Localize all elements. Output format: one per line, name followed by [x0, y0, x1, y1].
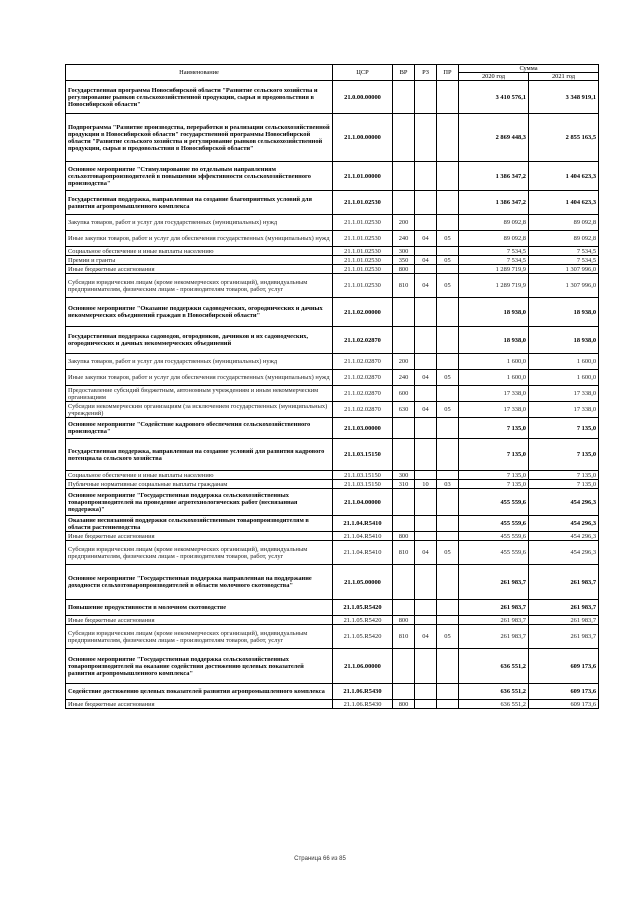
row-pr: 05 [437, 625, 459, 649]
row-vr [393, 114, 415, 162]
table-row [66, 231, 599, 247]
row-sum-2021: 609 173,6 [529, 684, 599, 700]
row-sum-2020: 89 092,8 [459, 215, 529, 231]
row-sum-2021: 3 348 919,1 [529, 81, 599, 114]
row-csr: 21.1.06.R5430 [333, 700, 393, 709]
row-csr: 21.1.01.02530 [333, 231, 393, 247]
table-row [66, 489, 599, 516]
budget-table [65, 64, 599, 709]
row-sum-2020: 455 559,6 [459, 541, 529, 565]
row-csr: 21.0.00.00000 [333, 81, 393, 114]
row-sum-2021: 2 855 163,5 [529, 114, 599, 162]
row-csr: 21.1.03.15150 [333, 480, 393, 489]
row-name: Государственная поддержка, направленная на создание условий для развития кадрового потенциала сельского хозяйства [66, 439, 333, 471]
row-sum-2020: 261 983,7 [459, 625, 529, 649]
row-csr: 21.1.05.R5420 [333, 600, 393, 616]
row-sum-2020: 261 983,7 [459, 616, 529, 625]
row-csr: 21.1.02.02870 [333, 402, 393, 418]
table-row [66, 162, 599, 191]
row-sum-2021: 7 135,0 [529, 471, 599, 480]
row-rz [415, 162, 437, 191]
row-pr [437, 265, 459, 274]
row-vr [393, 649, 415, 684]
row-pr [437, 565, 459, 600]
row-vr: 800 [393, 616, 415, 625]
row-sum-2021: 1 307 996,0 [529, 274, 599, 298]
row-rz [415, 600, 437, 616]
row-sum-2020: 1 600,0 [459, 354, 529, 370]
row-name: Предоставление субсидий бюджетным, автономным учреждениям и иным некоммерческим организациям [66, 386, 333, 402]
row-csr: 21.1.04.R5410 [333, 532, 393, 541]
row-rz [415, 386, 437, 402]
table-row [66, 386, 599, 402]
row-pr [437, 684, 459, 700]
row-sum-2020: 1 289 719,9 [459, 274, 529, 298]
row-sum-2020: 1 289 719,9 [459, 265, 529, 274]
row-sum-2021: 261 983,7 [529, 625, 599, 649]
row-csr: 21.1.05.R5420 [333, 616, 393, 625]
row-sum-2021: 17 338,0 [529, 402, 599, 418]
row-csr: 21.1.00.00000 [333, 114, 393, 162]
row-vr [393, 191, 415, 215]
row-name: Основное мероприятие "Стимулирование по отдельным направлениям сельхозтоваропроизводителей в повышении эффективности сельскохозяйственного производства" [66, 162, 333, 191]
row-sum-2021: 7 135,0 [529, 418, 599, 439]
header-year-2020: 2020 год [459, 73, 529, 81]
row-vr [393, 439, 415, 471]
table-row [66, 480, 599, 489]
row-sum-2021: 1 600,0 [529, 370, 599, 386]
row-csr: 21.1.01.02530 [333, 215, 393, 231]
row-name: Субсидии юридическим лицам (кроме некоммерческих организаций), индивидуальным предпринимателям, физическим лицам - производителям товаров, работ, услуг [66, 625, 333, 649]
row-csr: 21.1.03.15150 [333, 471, 393, 480]
row-name: Государственная программа Новосибирской области "Развитие сельского хозяйства и регулирование рынков сельскохозяйственной продукции, сырья и продовольствия в Новосибирской области" [66, 81, 333, 114]
table-row [66, 81, 599, 114]
table-row [66, 327, 599, 354]
row-sum-2020: 17 338,0 [459, 402, 529, 418]
row-pr [437, 247, 459, 256]
row-sum-2020: 7 135,0 [459, 439, 529, 471]
row-pr [437, 418, 459, 439]
row-vr: 800 [393, 700, 415, 709]
header-sum: Сумма [459, 65, 599, 73]
row-name: Иные бюджетные ассигнования [66, 616, 333, 625]
row-rz [415, 298, 437, 327]
row-rz [415, 418, 437, 439]
row-vr: 800 [393, 265, 415, 274]
row-rz [415, 247, 437, 256]
row-rz [415, 215, 437, 231]
row-pr [437, 298, 459, 327]
header-vr: ВР [393, 65, 415, 81]
row-sum-2021: 18 938,0 [529, 298, 599, 327]
row-name: Социальное обеспечение и иные выплаты населению [66, 471, 333, 480]
row-name: Подпрограмма "Развитие производства, переработки и реализации сельскохозяйственной продукции в Новосибирской области" государственной программы Новосибирской области "Развитие сельского хозяйства и регулирование рынков сельскохозяйственной продукции, сырья и продовольствия в Новосибирской области" [66, 114, 333, 162]
row-sum-2021: 454 296,3 [529, 541, 599, 565]
row-pr [437, 191, 459, 215]
header-csr: ЦСР [333, 65, 393, 81]
row-pr: 05 [437, 541, 459, 565]
row-name: Основное мероприятие "Государственная поддержка сельскохозяйственных товаропроизводителей на проведение агротехнологических работ (несвязанная поддержка)" [66, 489, 333, 516]
table-row [66, 541, 599, 565]
row-sum-2020: 7 135,0 [459, 480, 529, 489]
row-sum-2021: 89 092,8 [529, 231, 599, 247]
row-vr: 300 [393, 471, 415, 480]
row-name: Повышение продуктивности в молочном скотоводстве [66, 600, 333, 616]
row-pr [437, 649, 459, 684]
row-sum-2020: 455 559,6 [459, 532, 529, 541]
row-vr: 200 [393, 354, 415, 370]
row-pr [437, 489, 459, 516]
row-pr: 05 [437, 231, 459, 247]
row-sum-2020: 261 983,7 [459, 565, 529, 600]
header-pr: ПР [437, 65, 459, 81]
row-sum-2021: 7 534,5 [529, 256, 599, 265]
row-sum-2021: 261 983,7 [529, 565, 599, 600]
row-name: Закупка товаров, работ и услуг для государственных (муниципальных) нужд [66, 354, 333, 370]
table-row [66, 700, 599, 709]
row-rz [415, 649, 437, 684]
row-vr: 800 [393, 532, 415, 541]
row-sum-2020: 261 983,7 [459, 600, 529, 616]
row-pr [437, 327, 459, 354]
row-name: Основное мероприятие "Содействие кадрового обеспечения сельскохозяйственного производства" [66, 418, 333, 439]
row-sum-2020: 17 338,0 [459, 386, 529, 402]
row-vr: 300 [393, 247, 415, 256]
table-row [66, 565, 599, 600]
row-sum-2021: 18 938,0 [529, 327, 599, 354]
row-name: Иные закупки товаров, работ и услуг для обеспечения государственных (муниципальных) нужд [66, 370, 333, 386]
row-sum-2021: 1 600,0 [529, 354, 599, 370]
row-rz [415, 191, 437, 215]
table-row [66, 402, 599, 418]
row-pr [437, 386, 459, 402]
row-sum-2021: 454 296,3 [529, 516, 599, 532]
row-sum-2021: 7 135,0 [529, 480, 599, 489]
row-csr: 21.1.06.00000 [333, 649, 393, 684]
row-csr: 21.1.04.00000 [333, 489, 393, 516]
row-pr [437, 81, 459, 114]
row-sum-2020: 455 559,6 [459, 516, 529, 532]
row-sum-2021: 7 135,0 [529, 439, 599, 471]
table-row [66, 600, 599, 616]
row-sum-2020: 455 559,6 [459, 489, 529, 516]
table-row [66, 532, 599, 541]
row-name: Оказание несвязанной поддержки сельскохозяйственным товаропроизводителям в области растениеводства [66, 516, 333, 532]
row-rz: 04 [415, 274, 437, 298]
table-row [66, 256, 599, 265]
row-name: Премии и гранты [66, 256, 333, 265]
row-name: Публичные нормативные социальные выплаты гражданам [66, 480, 333, 489]
table-row [66, 265, 599, 274]
row-csr: 21.1.01.00000 [333, 162, 393, 191]
row-csr: 21.1.02.02870 [333, 354, 393, 370]
row-csr: 21.1.01.02530 [333, 256, 393, 265]
row-name: Закупка товаров, работ и услуг для государственных (муниципальных) нужд [66, 215, 333, 231]
row-rz [415, 684, 437, 700]
row-name: Иные закупки товаров, работ и услуг для обеспечения государственных (муниципальных) нужд [66, 231, 333, 247]
row-sum-2020: 3 410 576,1 [459, 81, 529, 114]
row-pr [437, 700, 459, 709]
table-row [66, 616, 599, 625]
row-csr: 21.1.05.00000 [333, 565, 393, 600]
row-csr: 21.1.04.R5410 [333, 541, 393, 565]
row-vr [393, 684, 415, 700]
row-name: Содействие достижению целевых показателей развития агропромышленного комплекса [66, 684, 333, 700]
row-vr: 810 [393, 625, 415, 649]
row-rz: 04 [415, 256, 437, 265]
table-row [66, 370, 599, 386]
header-rz: РЗ [415, 65, 437, 81]
row-rz: 04 [415, 402, 437, 418]
row-vr [393, 327, 415, 354]
table-row [66, 684, 599, 700]
row-rz [415, 489, 437, 516]
table-row [66, 215, 599, 231]
row-rz [415, 532, 437, 541]
row-csr: 21.1.03.00000 [333, 418, 393, 439]
table-row [66, 298, 599, 327]
row-vr [393, 516, 415, 532]
table-row [66, 191, 599, 215]
row-name: Государственная поддержка садоводов, огородников, дачников и их садоводческих, огороднических и дачных некоммерческих объединений [66, 327, 333, 354]
row-rz [415, 565, 437, 600]
table-row [66, 274, 599, 298]
row-vr: 310 [393, 480, 415, 489]
row-sum-2020: 1 386 347,2 [459, 162, 529, 191]
row-rz [415, 265, 437, 274]
row-pr [437, 162, 459, 191]
row-sum-2021: 7 534,5 [529, 247, 599, 256]
row-vr: 810 [393, 541, 415, 565]
row-sum-2020: 7 534,5 [459, 247, 529, 256]
row-name: Иные бюджетные ассигнования [66, 700, 333, 709]
table-row [66, 439, 599, 471]
row-sum-2021: 261 983,7 [529, 616, 599, 625]
row-pr: 03 [437, 480, 459, 489]
row-csr: 21.1.06.R5430 [333, 684, 393, 700]
row-sum-2020: 1 600,0 [459, 370, 529, 386]
row-sum-2020: 7 135,0 [459, 418, 529, 439]
row-sum-2020: 2 869 448,3 [459, 114, 529, 162]
row-sum-2021: 609 173,6 [529, 700, 599, 709]
row-rz [415, 439, 437, 471]
row-vr: 350 [393, 256, 415, 265]
row-pr [437, 439, 459, 471]
row-pr [437, 471, 459, 480]
row-pr: 05 [437, 256, 459, 265]
row-name: Социальное обеспечение и иные выплаты населению [66, 247, 333, 256]
row-name: Субсидии юридическим лицам (кроме некоммерческих организаций), индивидуальным предпринимателям, физическим лицам - производителям товаров, работ, услуг [66, 541, 333, 565]
row-rz [415, 516, 437, 532]
row-sum-2021: 1 404 623,3 [529, 162, 599, 191]
row-vr [393, 600, 415, 616]
row-pr [437, 532, 459, 541]
row-sum-2020: 7 135,0 [459, 471, 529, 480]
table-row [66, 247, 599, 256]
row-rz [415, 616, 437, 625]
row-sum-2020: 636 551,2 [459, 649, 529, 684]
row-sum-2020: 1 386 347,2 [459, 191, 529, 215]
row-sum-2021: 454 296,3 [529, 489, 599, 516]
row-pr [437, 600, 459, 616]
row-sum-2021: 454 296,3 [529, 532, 599, 541]
row-rz: 04 [415, 541, 437, 565]
row-vr [393, 298, 415, 327]
table-row [66, 649, 599, 684]
row-csr: 21.1.01.02530 [333, 265, 393, 274]
row-name: Субсидии юридическим лицам (кроме некоммерческих организаций), индивидуальным предпринимателям, физическим лицам - производителям товаров, работ, услуг [66, 274, 333, 298]
row-vr: 200 [393, 215, 415, 231]
table-row [66, 625, 599, 649]
header-name: Наименование [66, 65, 333, 81]
row-pr [437, 616, 459, 625]
row-pr: 05 [437, 274, 459, 298]
row-vr: 240 [393, 231, 415, 247]
row-vr: 630 [393, 402, 415, 418]
row-csr: 21.1.02.02870 [333, 370, 393, 386]
row-rz [415, 114, 437, 162]
row-pr [437, 354, 459, 370]
row-rz [415, 327, 437, 354]
row-csr: 21.1.01.02530 [333, 191, 393, 215]
row-vr [393, 489, 415, 516]
table-row [66, 354, 599, 370]
row-sum-2021: 261 983,7 [529, 600, 599, 616]
row-name: Иные бюджетные ассигнования [66, 265, 333, 274]
table-body [66, 81, 599, 709]
table-row [66, 516, 599, 532]
row-pr [437, 114, 459, 162]
row-sum-2021: 609 173,6 [529, 649, 599, 684]
row-rz: 04 [415, 231, 437, 247]
row-pr: 05 [437, 402, 459, 418]
row-csr: 21.1.02.02870 [333, 386, 393, 402]
row-name: Иные бюджетные ассигнования [66, 532, 333, 541]
row-rz [415, 471, 437, 480]
row-vr: 240 [393, 370, 415, 386]
header-year-2021: 2021 год [529, 73, 599, 81]
row-name: Государственная поддержка, направленная на создание благоприятных условий для развития агропромышленного комплекса [66, 191, 333, 215]
row-name: Основное мероприятие "Государственная поддержка направленная на поддержание доходности сельхозтоваропроизводителей в области молочного скотоводства" [66, 565, 333, 600]
row-sum-2020: 636 551,2 [459, 700, 529, 709]
row-name: Основное мероприятие "Оказание поддержки садоводческих, огороднических и дачных некоммерческих объединений граждан в Новосибирской области" [66, 298, 333, 327]
row-csr: 21.1.05.R5420 [333, 625, 393, 649]
budget-sheet [65, 64, 598, 709]
row-sum-2021: 89 092,8 [529, 215, 599, 231]
row-csr: 21.1.01.02530 [333, 274, 393, 298]
row-csr: 21.1.02.00000 [333, 298, 393, 327]
row-vr [393, 565, 415, 600]
row-rz [415, 81, 437, 114]
table-row [66, 471, 599, 480]
row-sum-2020: 18 938,0 [459, 327, 529, 354]
row-pr: 05 [437, 370, 459, 386]
row-csr: 21.1.04.R5410 [333, 516, 393, 532]
row-rz: 10 [415, 480, 437, 489]
row-csr: 21.1.03.15150 [333, 439, 393, 471]
row-sum-2021: 1 404 623,3 [529, 191, 599, 215]
row-sum-2020: 7 534,5 [459, 256, 529, 265]
row-csr: 21.1.01.02530 [333, 247, 393, 256]
row-rz [415, 700, 437, 709]
row-name: Основное мероприятие "Государственная поддержка сельскохозяйственных товаропроизводителей на оказание содействия достижению целевых показателей развития агропромышленного комплекса" [66, 649, 333, 684]
row-name: Субсидии некоммерческим организациям (за исключением государственных (муниципальных) учреждений) [66, 402, 333, 418]
row-vr: 810 [393, 274, 415, 298]
row-rz: 04 [415, 370, 437, 386]
row-sum-2021: 1 307 996,0 [529, 265, 599, 274]
row-vr [393, 418, 415, 439]
table-row [66, 418, 599, 439]
page-number: Страница 66 из 85 [294, 856, 346, 862]
row-vr: 600 [393, 386, 415, 402]
row-sum-2020: 636 551,2 [459, 684, 529, 700]
row-vr [393, 81, 415, 114]
row-rz [415, 354, 437, 370]
row-vr [393, 162, 415, 191]
row-csr: 21.1.02.02870 [333, 327, 393, 354]
row-pr [437, 215, 459, 231]
row-sum-2021: 17 338,0 [529, 386, 599, 402]
row-pr [437, 516, 459, 532]
row-sum-2020: 89 092,8 [459, 231, 529, 247]
row-sum-2020: 18 938,0 [459, 298, 529, 327]
row-rz: 04 [415, 625, 437, 649]
table-row [66, 114, 599, 162]
